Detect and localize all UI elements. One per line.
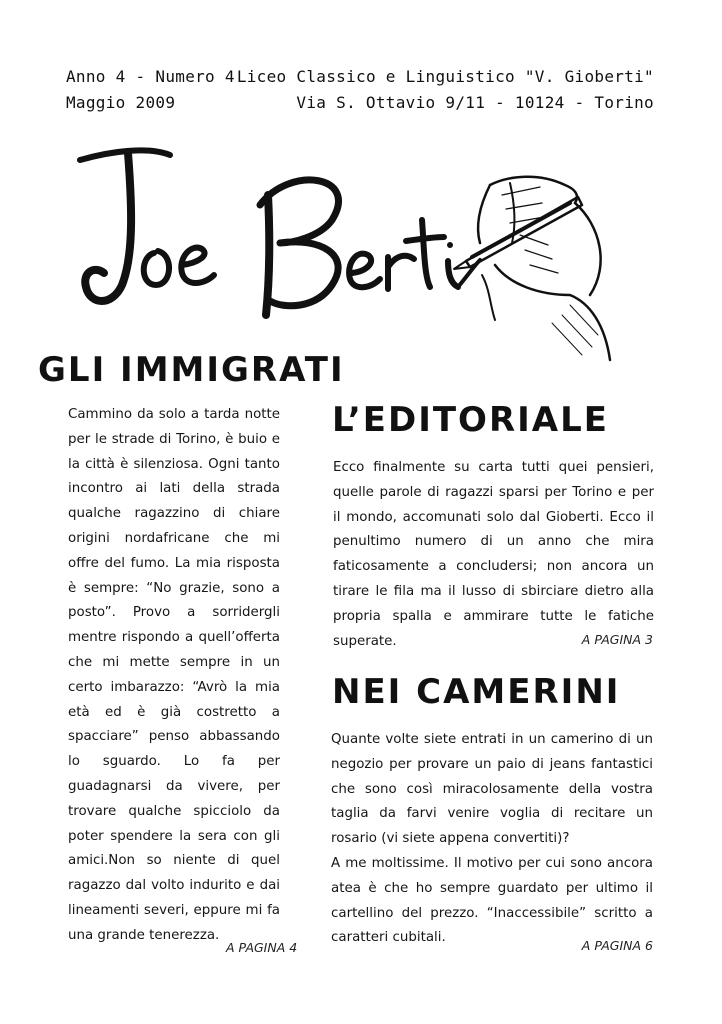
masthead-handwritten-logo (70, 125, 630, 370)
article-body-editoriale (333, 456, 654, 654)
article-body-camerini (331, 728, 653, 951)
continued-link-immigrati[interactable]: A PAGINA 4 (226, 940, 298, 955)
masthead-logo (70, 125, 630, 370)
school-info (237, 64, 654, 116)
school-address: Via S. Ottavio 9/11 - 10124 - Torino (296, 93, 654, 112)
article-body-immigrati (68, 403, 280, 949)
article-title-camerini: NEI CAMERINI (332, 672, 621, 712)
issue-date: Maggio 2009 (66, 93, 176, 112)
editoriale-paragraph: Ecco finalmente su carta tutti quei pensieri, quelle parole di ragazzi sparsi per Torino e per il mondo, accomunati solo dal Gioberti. Ecco il penultimo numero di un anno che mira faticosamente a concludersi; non ancora un tirare le fila ma il lusso di sbirciare dietro alla propria spalla e ammirare tutte le fatiche superate. (333, 460, 654, 649)
immigrati-paragraph: Cammino da solo a tarda notte per le strade di Torino, è buio e la città è silenziosa. Ogni tanto incontro ai lati della strada qualche ragazzino di chiare origini nordafricane che mi offre del fumo. La mia risposta è sempre: “No grazie, sono a posto”. Provo a sorridergli mentre rispondo a quell’offerta che mi mette sempre in un certo imbarazzo: “Avrò la mia età ed è già costretto a spacciare” penso abbassando lo sguardo. Lo fa per guadagnarsi da vivere, per trovare qualche spicciolo da poter spendere la sera con gli amici.Non so niente di quel ragazzo dal volto indurito e dai lineamenti severi, eppure mi fa una grande tenerezza. (68, 407, 280, 943)
continued-link-camerini[interactable]: A PAGINA 6 (581, 938, 653, 953)
article-title-immigrati: GLI IMMIGRATI (38, 350, 345, 390)
camerini-paragraph-2: A me moltissime. Il motivo per cui sono ancora atea è che ho sempre guardato per ultimo il cartellino del prezzo. “Inaccessibile” scritto a caratteri cubitali. (331, 855, 653, 946)
camerini-paragraph-1: Quante volte siete entrati in un camerino di un negozio per provare un paio di jeans fantastici che sono così miracolosamente della vostra taglia da farvi venire voglia di recitare un rosario (vi siete appena convertiti)? (331, 732, 653, 847)
issue-info (66, 64, 235, 116)
article-title-editoriale: L’EDITORIALE (332, 400, 609, 440)
school-name: Liceo Classico e Linguistico "V. Gioberti" (236, 67, 654, 86)
continued-link-editoriale[interactable]: A PAGINA 3 (581, 632, 653, 647)
issue-number: Anno 4 - Numero 4 (66, 67, 235, 86)
